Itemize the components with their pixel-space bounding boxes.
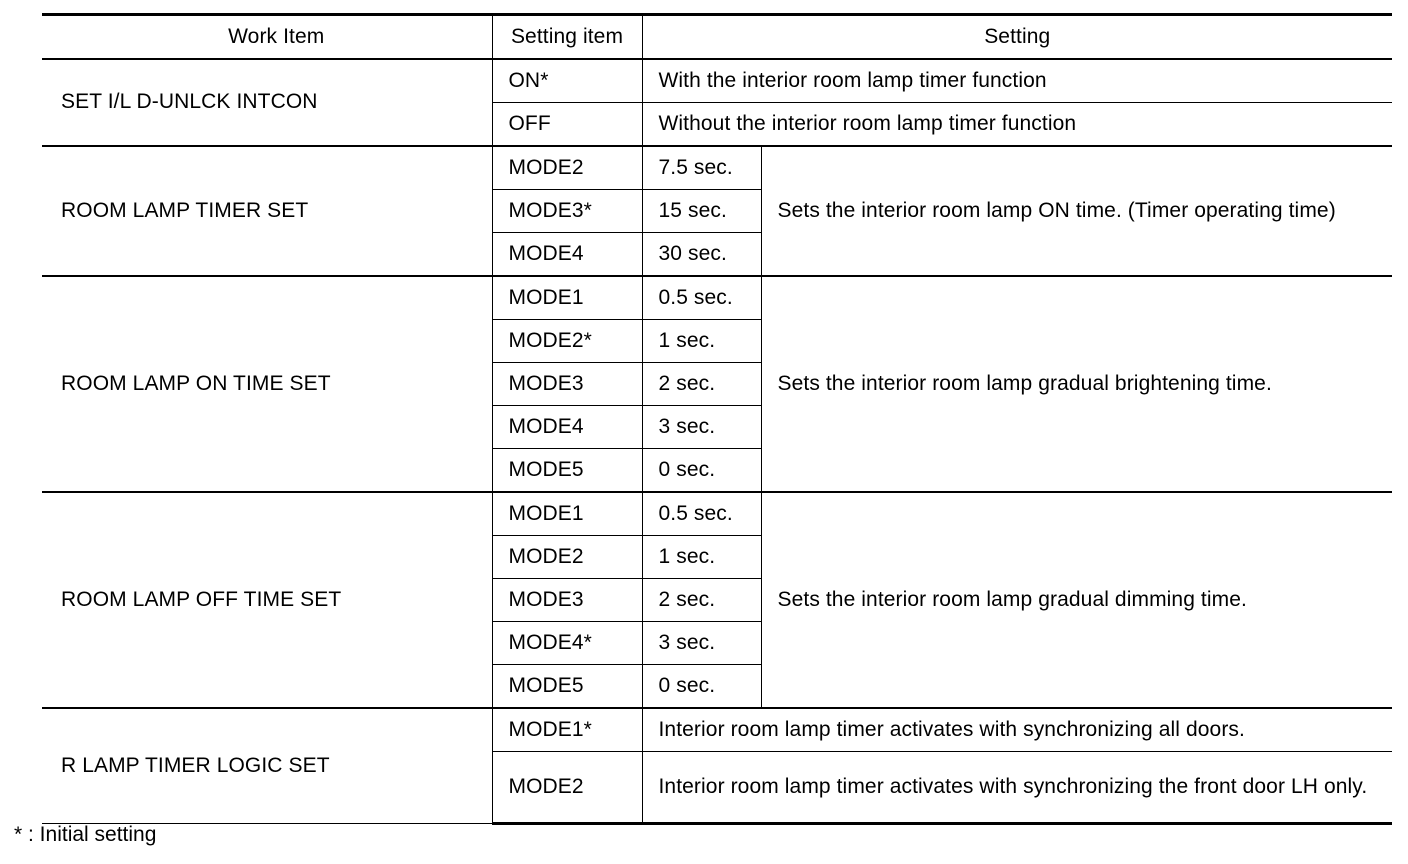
setting-item: MODE5 <box>492 665 642 709</box>
setting-item: MODE2 <box>492 146 642 190</box>
setting-item: MODE1* <box>492 708 642 752</box>
setting-value: 0 sec. <box>642 449 761 493</box>
header-work-item: Work Item <box>42 15 492 60</box>
table-row <box>42 276 1392 320</box>
setting-value: 7.5 sec. <box>642 146 761 190</box>
table-row <box>42 492 1392 536</box>
table-row <box>42 146 1392 190</box>
header-setting-item: Setting item <box>492 15 642 60</box>
setting-value: 30 sec. <box>642 233 761 277</box>
table-header-row <box>42 15 1392 60</box>
header-setting: Setting <box>642 15 1392 60</box>
setting-item: ON* <box>492 59 642 103</box>
setting-value: 3 sec. <box>642 406 761 449</box>
setting-description: Sets the interior room lamp gradual dimming time. <box>761 492 1392 708</box>
setting-item: MODE2 <box>492 536 642 579</box>
setting-value: 2 sec. <box>642 363 761 406</box>
work-item-set-il: SET I/L D-UNLCK INTCON <box>42 59 492 146</box>
setting-item: MODE5 <box>492 449 642 493</box>
setting-value: 2 sec. <box>642 579 761 622</box>
setting-value: 15 sec. <box>642 190 761 233</box>
setting-item: MODE2 <box>492 752 642 824</box>
setting-description: Without the interior room lamp timer function <box>642 103 1392 147</box>
setting-item: MODE3* <box>492 190 642 233</box>
setting-description: Interior room lamp timer activates with synchronizing the front door LH only. <box>642 752 1392 824</box>
setting-description: Sets the interior room lamp gradual brightening time. <box>761 276 1392 492</box>
setting-value: 0.5 sec. <box>642 276 761 320</box>
setting-value: 3 sec. <box>642 622 761 665</box>
setting-description: Interior room lamp timer activates with synchronizing all doors. <box>642 708 1392 752</box>
setting-item: MODE3 <box>492 363 642 406</box>
table-row <box>42 59 1392 103</box>
setting-item: MODE3 <box>492 579 642 622</box>
setting-item: MODE4 <box>492 233 642 277</box>
setting-value: 1 sec. <box>642 536 761 579</box>
work-item-room-lamp-off-time: ROOM LAMP OFF TIME SET <box>42 492 492 708</box>
table-row <box>42 708 1392 752</box>
setting-value: 0 sec. <box>642 665 761 709</box>
footnote: * : Initial setting <box>14 823 157 846</box>
setting-item: MODE1 <box>492 276 642 320</box>
setting-description: Sets the interior room lamp ON time. (Timer operating time) <box>761 146 1392 276</box>
work-item-room-lamp-on-time: ROOM LAMP ON TIME SET <box>42 276 492 492</box>
setting-value: 0.5 sec. <box>642 492 761 536</box>
setting-item: MODE4* <box>492 622 642 665</box>
setting-item: MODE4 <box>492 406 642 449</box>
setting-value: 1 sec. <box>642 320 761 363</box>
setting-item: MODE1 <box>492 492 642 536</box>
setting-item: MODE2* <box>492 320 642 363</box>
work-item-r-lamp-timer-logic: R LAMP TIMER LOGIC SET <box>42 708 492 824</box>
setting-description: With the interior room lamp timer function <box>642 59 1392 103</box>
settings-table <box>42 13 1392 825</box>
work-item-room-lamp-timer: ROOM LAMP TIMER SET <box>42 146 492 276</box>
setting-item: OFF <box>492 103 642 147</box>
